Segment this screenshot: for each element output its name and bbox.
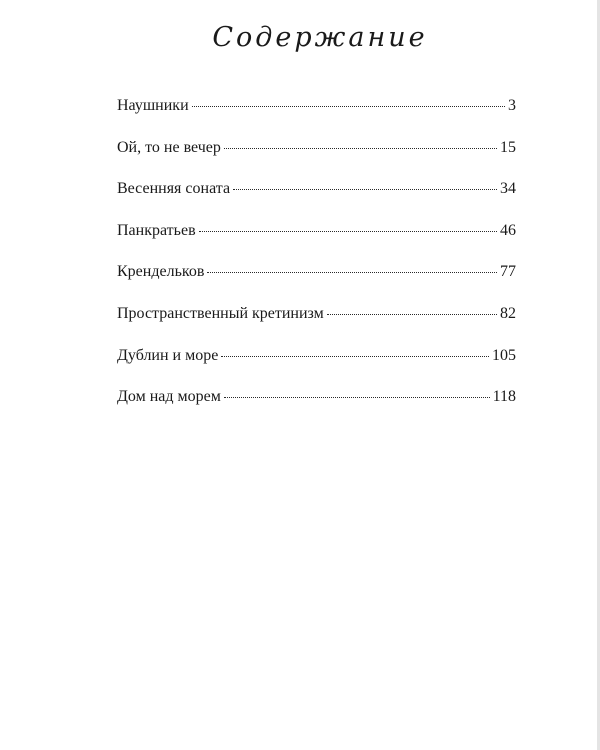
toc-entry-title: Пространственный кретинизм [117, 304, 324, 322]
toc-entry-title: Панкратьев [117, 221, 196, 239]
toc-entry-title: Ой, то не вечер [117, 138, 221, 156]
toc-entry-title: Крендельков [117, 263, 205, 281]
toc-entry [117, 97, 516, 139]
toc-entry-page: 3 [508, 97, 516, 114]
toc-entry-title: Весенняя соната [117, 180, 231, 198]
toc-entry-page: 34 [500, 180, 516, 198]
page-title: Содержание [212, 22, 428, 53]
toc-entry [117, 139, 516, 181]
toc-dot-leader [192, 106, 505, 107]
toc-entry-page: 46 [500, 221, 516, 239]
toc-entry-title: Дом над морем [117, 388, 221, 406]
toc-dot-leader [327, 314, 497, 315]
toc-entry [117, 222, 516, 264]
toc-entry-page: 15 [500, 138, 516, 156]
toc-entry-page: 77 [500, 263, 516, 281]
table-of-contents [117, 97, 516, 430]
toc-entry-page: 82 [500, 304, 516, 322]
toc-entry [117, 263, 516, 305]
toc-dot-leader [233, 189, 497, 190]
toc-entry-title: Дублин и море [117, 346, 219, 364]
toc-entry-title: Наушники [117, 97, 189, 114]
toc-entry-page: 105 [492, 346, 516, 364]
toc-dot-leader [224, 148, 497, 149]
toc-entry [117, 347, 516, 389]
toc-entry [117, 180, 516, 222]
toc-entry [117, 305, 516, 347]
toc-dot-leader [207, 272, 497, 273]
toc-dot-leader [199, 231, 497, 232]
toc-entry-page: 118 [492, 388, 516, 406]
toc-entry [117, 388, 516, 430]
toc-dot-leader [224, 397, 490, 398]
toc-dot-leader [221, 356, 489, 357]
